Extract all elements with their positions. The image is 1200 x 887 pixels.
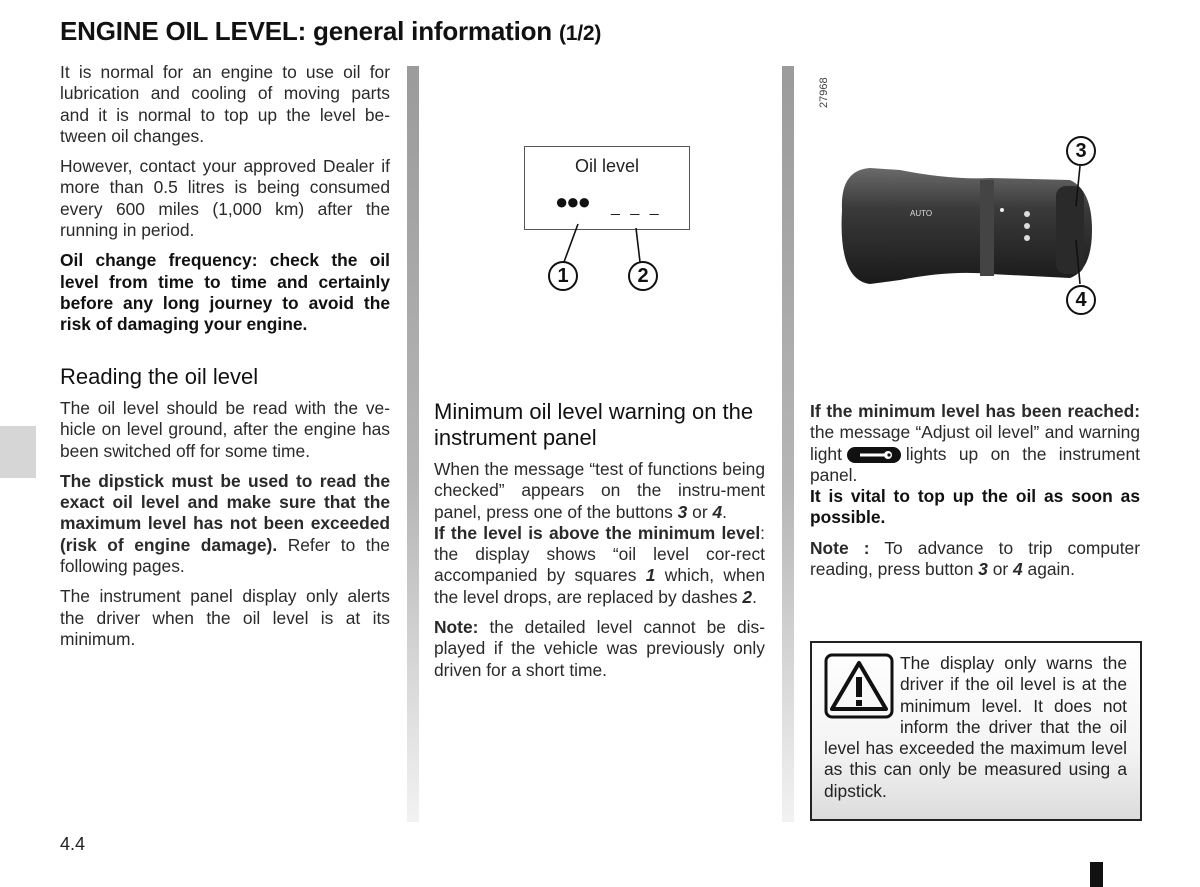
text: or <box>687 501 713 522</box>
callout-3: 3 <box>1066 136 1096 166</box>
page-number: 4.4 <box>60 834 86 854</box>
column-2 <box>434 459 765 690</box>
oil-level-squares: ●●● <box>555 189 589 214</box>
stalk-callout-lines <box>1066 160 1096 290</box>
text: which, when the level drops, are replaced by dashes <box>434 565 765 607</box>
text: the detailed level cannot be dis-played if the vehicle was previously only driven for a short time. <box>434 617 765 680</box>
warning-box <box>810 641 1142 821</box>
ref-4: 4 <box>1013 559 1023 580</box>
text: lights up on the instrument panel. <box>810 443 1140 485</box>
ref-1: 1 <box>645 565 656 586</box>
column-1-lower <box>60 398 390 659</box>
paragraph <box>810 538 1140 581</box>
paragraph-bold: Oil change frequency: check the oil level from time to time and certainly before any long journey to avoid the risk of damaging your engine. <box>60 250 390 335</box>
callout-1: 1 <box>548 261 578 291</box>
bold-text: Note : <box>810 537 870 558</box>
warning-content <box>824 653 1127 802</box>
callout-2: 2 <box>628 261 658 291</box>
title-sub: (1/2) <box>559 22 602 45</box>
paragraph <box>434 459 765 523</box>
paragraph-bold: It is vital to top up the oil as soon as possible. <box>810 486 1140 528</box>
column-3 <box>810 401 1140 589</box>
oil-level-display <box>524 146 690 230</box>
ref-3: 3 <box>677 501 688 522</box>
text: Refer to the following pages. <box>60 534 390 577</box>
corner-mark <box>1090 862 1103 887</box>
ref-4: 4 <box>712 501 723 522</box>
column-1 <box>60 62 390 345</box>
wiper-stalk-image <box>830 150 1100 310</box>
paragraph <box>60 471 390 577</box>
oil-level-dashes: _ _ _ <box>611 199 662 216</box>
warning-text: The display only warns the driver if the oil level is at the minimum level. It does not inform the driver that the oil level has exceeded the maximum level as this can only be measured using a dipstick. <box>824 653 1127 801</box>
section-heading: Minimum oil level warning on the instrument panel <box>434 399 754 450</box>
bold-text: If the minimum level has been reached: <box>810 401 1140 421</box>
wrench-warning-light-icon <box>846 446 902 464</box>
warning-triangle-icon <box>824 653 894 719</box>
paragraph: The instrument panel display only alerts the driver when the oil level is at its minimum. <box>60 586 390 649</box>
paragraph: It is normal for an engine to use oil for lubrication and cooling of moving parts and it is normal to top up the level be-tween oil changes. <box>60 62 390 146</box>
section-tab <box>0 426 36 478</box>
column-divider <box>407 66 419 822</box>
text: again. <box>1022 559 1075 580</box>
bold-text: If the level is above the minimum level <box>434 522 761 543</box>
figure-reference: 27968 <box>818 77 830 108</box>
ref-3: 3 <box>978 559 988 580</box>
text: . <box>752 586 757 607</box>
text: the message “Adjust oil level” and warning light <box>810 422 1140 464</box>
text: . <box>722 501 727 522</box>
section-heading: Reading the oil level <box>60 364 259 389</box>
paragraph <box>434 523 765 608</box>
title-main: ENGINE OIL LEVEL: general information <box>60 16 552 46</box>
bold-text: The dipstick must be used to read the exact oil level and make sure that the maximum level has not been exceeded (risk of engine damage). <box>60 470 390 555</box>
ref-2: 2 <box>742 586 753 607</box>
bold-text: Note: <box>434 617 479 638</box>
paragraph <box>810 401 1140 486</box>
page-title <box>60 16 601 47</box>
paragraph <box>434 617 765 681</box>
text: To advance to trip computer reading, press button <box>810 537 1140 580</box>
callout-4: 4 <box>1066 285 1096 315</box>
stalk-auto-label: AUTO <box>910 209 933 218</box>
text: : the display shows “oil level cor-rect accompanied by squares <box>434 522 765 586</box>
paragraph: The oil level should be read with the ve-hicle on level ground, after the engine has been switched off for some time. <box>60 398 390 461</box>
text: When the message “test of functions being checked” appears on the instru-ment panel, press one of the buttons <box>434 459 765 522</box>
oil-level-label: Oil level <box>574 156 640 176</box>
column-divider <box>782 66 794 822</box>
paragraph: However, contact your approved Dealer if more than 0.5 litres is being consumed every 600 miles (1,000 km) after the running in period. <box>60 156 390 241</box>
text: or <box>987 559 1014 580</box>
